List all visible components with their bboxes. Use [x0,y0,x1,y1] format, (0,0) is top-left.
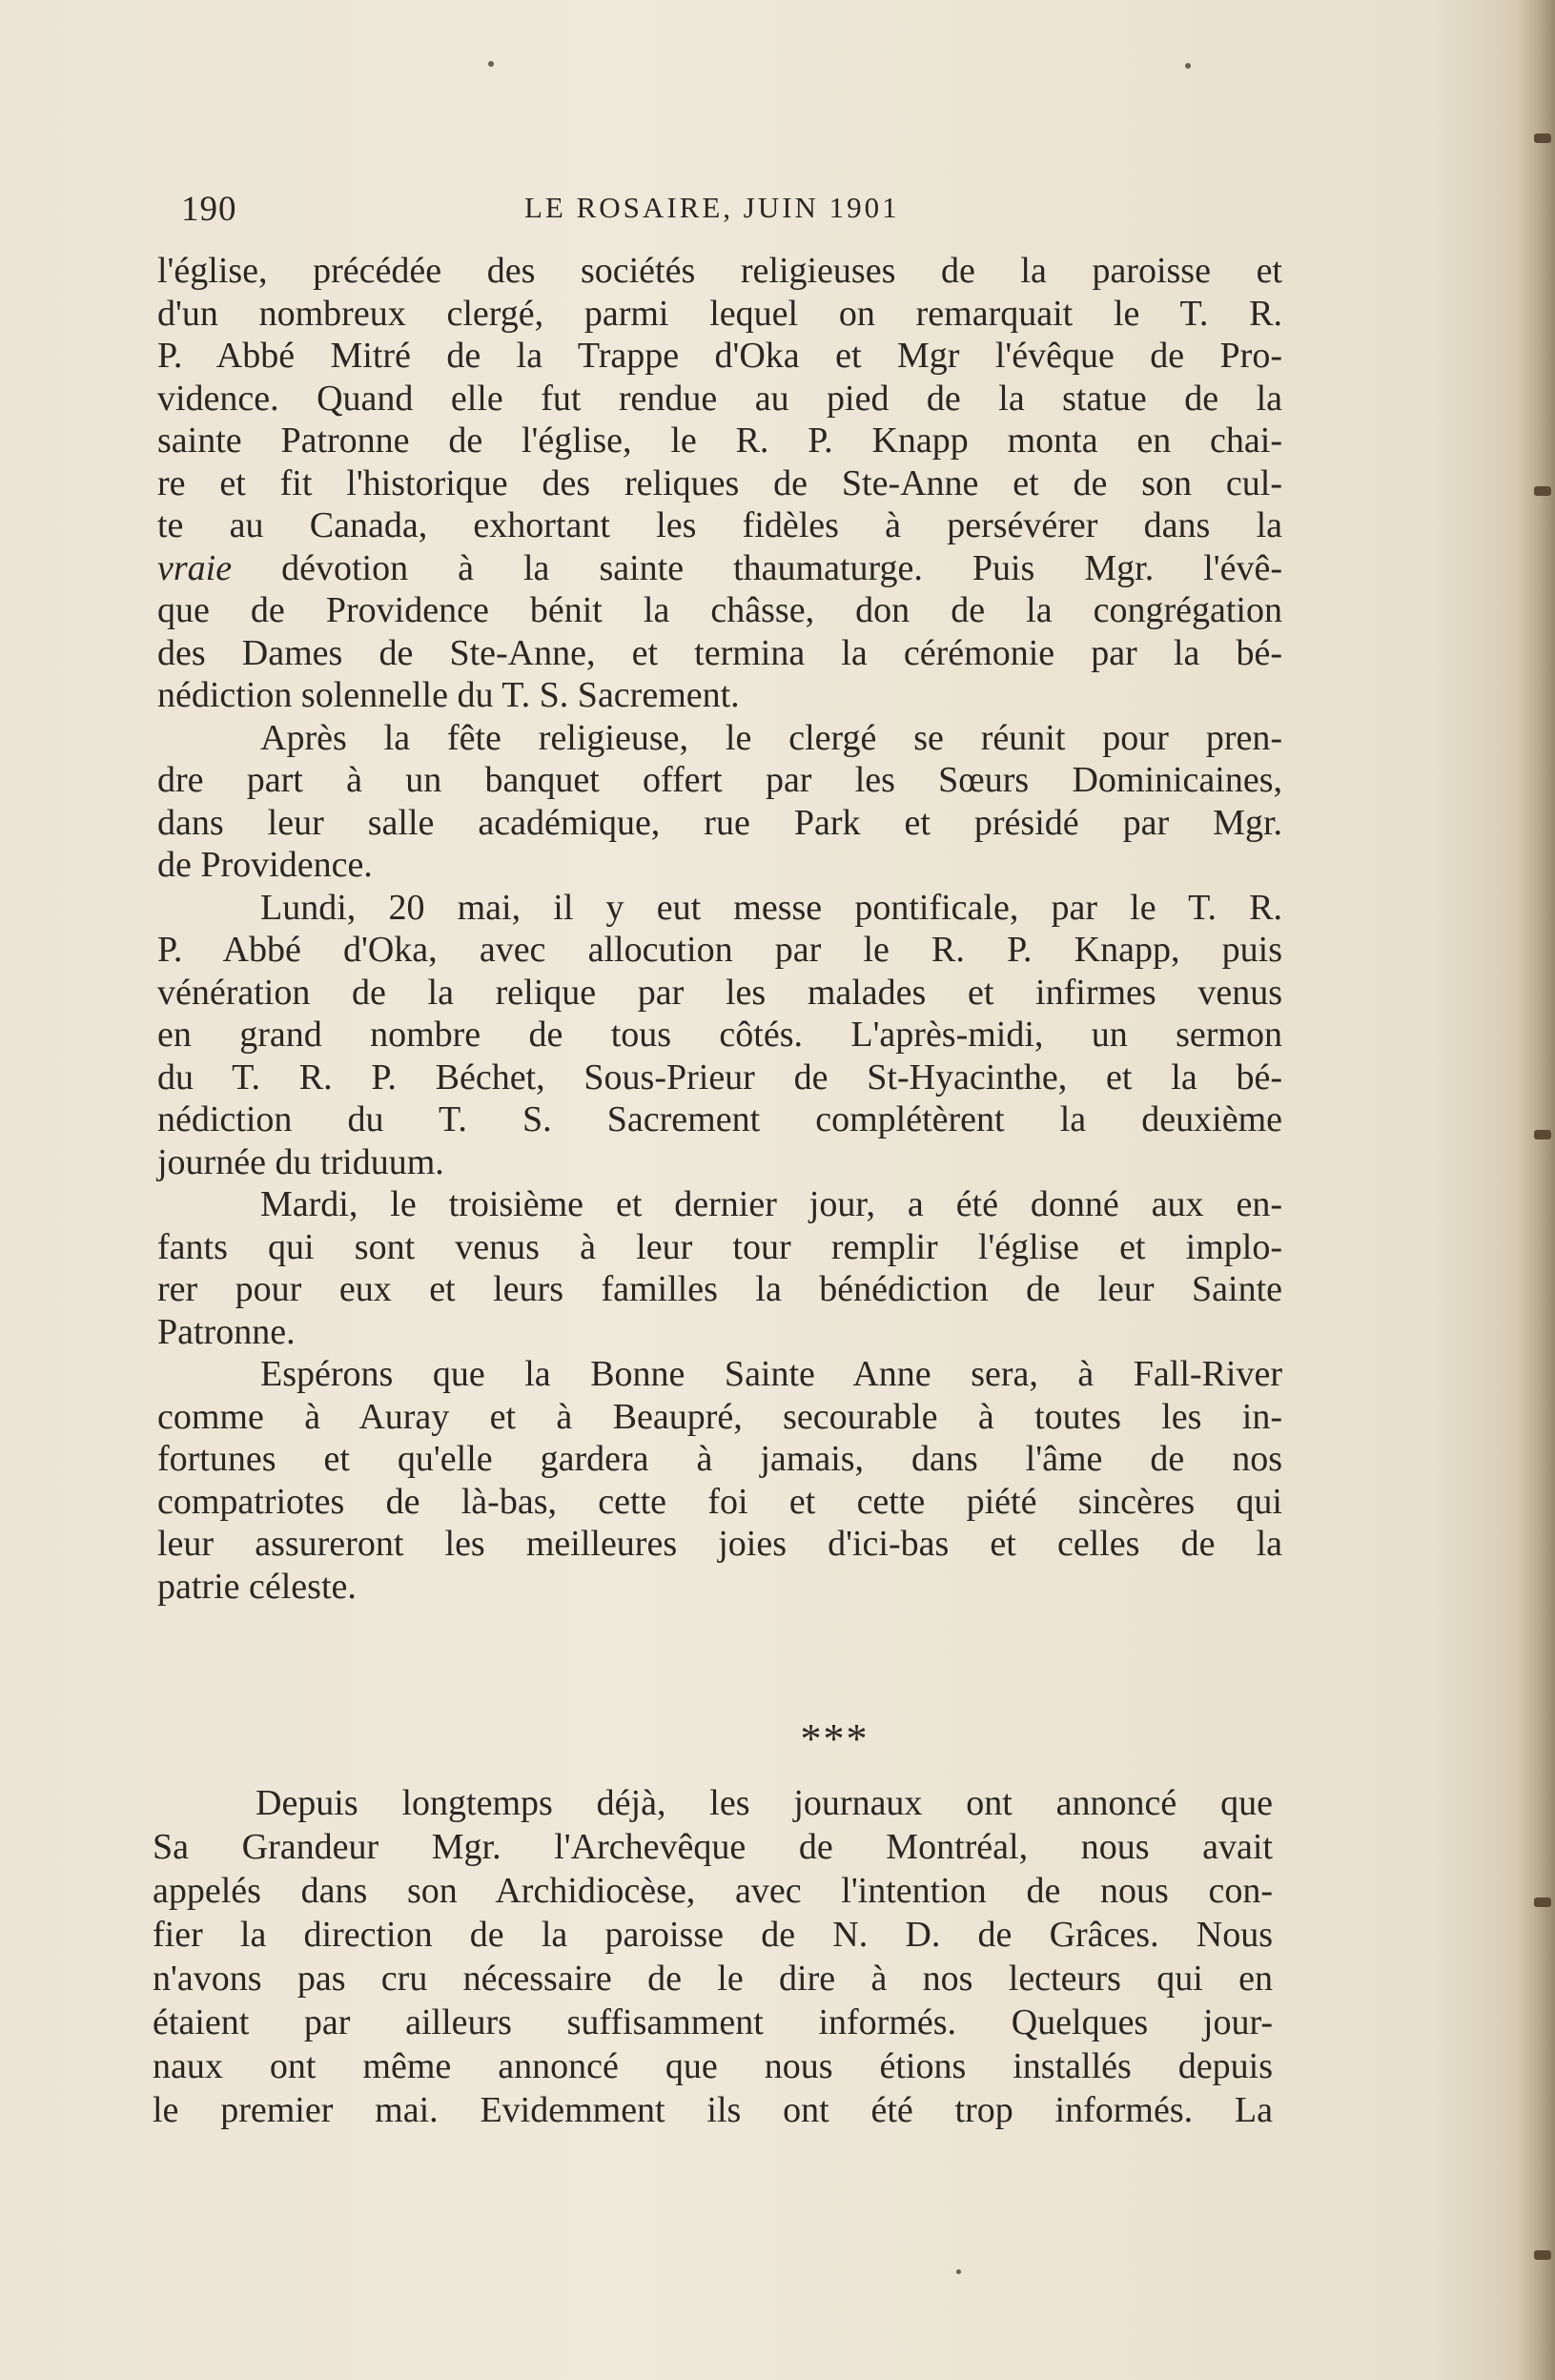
text-line-with-italic [157,547,1282,590]
paragraph-2 [157,717,1282,887]
text-line: de Providence. [157,845,373,885]
text-line: comme à Auray et à Beaupré, secourable à toutes les in- [157,1396,1282,1437]
article-body [157,250,1282,1608]
text-line: Sa Grandeur Mgr. l'Archevêque de Montréal, nous avait [153,1827,1273,1867]
text-line: dans leur salle académique, rue Park et présidé par Mgr. [157,802,1282,843]
text-line: d'un nombreux clergé, parmi lequel on remarquait le T. R. [157,293,1282,334]
text-line: vidence. Quand elle fut rendue au pied de la statue de la [157,378,1282,419]
text-line: fier la direction de la paroisse de N. D. de Grâces. Nous [153,1915,1273,1955]
text-line: des Dames de Ste-Anne, et termina la cérémonie par la bé- [157,632,1282,673]
text-line: du T. R. P. Béchet, Sous-Prieur de St-Hyacinthe, et la bé- [157,1057,1282,1098]
text-line: Après la fête religieuse, le clergé se réunit pour pren- [260,717,1282,758]
text-line-rest: dévotion à la sainte thaumaturge. Puis Mgr. l'évê- [281,547,1283,588]
text-line: te au Canada, exhortant les fidèles à persévérer dans la [157,505,1282,545]
text-line: en grand nombre de tous côtés. L'après-midi, un sermon [157,1015,1282,1055]
running-head [181,189,1278,236]
text-line: Patronne. [157,1311,296,1352]
article-section-2 [153,1781,1273,2132]
text-line: n'avons pas cru nécessaire de le dire à nos lecteurs qui en [153,1959,1273,1999]
paragraph-4 [157,1183,1282,1353]
text-line: Lundi, 20 mai, il y eut messe pontificale, par le T. R. [260,887,1282,928]
text-line: étaient par ailleurs suffisamment informés. Quelques jour- [153,2002,1273,2042]
text-line: que de Providence bénit la châsse, don de la congrégation [157,590,1282,630]
text-line: compatriotes de là-bas, cette foi et cette piété sincères qui [157,1481,1282,1522]
text-line: rer pour eux et leurs familles la bénédiction de leur Sainte [157,1269,1282,1309]
text-line: re et fit l'historique des reliques de Ste-Anne et de son cul- [157,462,1282,503]
text-line: P. Abbé d'Oka, avec allocution par le R. P. Knapp, puis [157,930,1282,970]
page-number: 190 [181,190,237,229]
text-line: Depuis longtemps déjà, les journaux ont annoncé que [256,1783,1273,1823]
text-line: naux ont même annoncé que nous étions installés depuis [153,2046,1273,2086]
text-line: fortunes et qu'elle gardera à jamais, dans l'âme de nos [157,1439,1282,1479]
text-line: nédiction solennelle du T. S. Sacrement. [157,675,740,715]
text-line: fants qui sont venus à leur tour remplir l'église et implo- [157,1226,1282,1267]
text-line: journée du triduum. [157,1141,444,1182]
text-line: leur assureront les meilleures joies d'ici-bas et celles de la [157,1524,1282,1564]
text-line: dre part à un banquet offert par les Sœurs Dominicaines, [157,760,1282,800]
page-edge-shadow [1517,0,1555,2380]
journal-title: LE ROSAIRE, JUIN 1901 [524,191,900,224]
text-line: vénération de la relique par les malades et infirmes venus [157,972,1282,1013]
text-line: P. Abbé Mitré de la Trappe d'Oka et Mgr l'évêque de Pro- [157,336,1282,376]
text-line: appelés dans son Archidiocèse, avec l'intention de nous con- [153,1871,1273,1911]
text-line: patrie céleste. [157,1566,357,1607]
paragraph-3 [157,887,1282,1184]
section-separator: *** [800,1715,870,1762]
paragraph-5 [157,1353,1282,1608]
text-line: Espérons que la Bonne Sainte Anne sera, à Fall-River [260,1354,1282,1394]
text-line: sainte Patronne de l'église, le R. P. Knapp monta en chai- [157,421,1282,461]
text-line: nédiction du T. S. Sacrement complétèrent la deuxième [157,1099,1282,1139]
text-line: le premier mai. Evidemment ils ont été trop informés. La [153,2090,1273,2130]
text-line: l'église, précédée des sociétés religieuses de la paroisse et [157,251,1282,291]
text-line: Mardi, le troisième et dernier jour, a été donné aux en- [260,1184,1282,1224]
italic-word: vraie [157,547,233,588]
paragraph-1 [157,250,1282,717]
